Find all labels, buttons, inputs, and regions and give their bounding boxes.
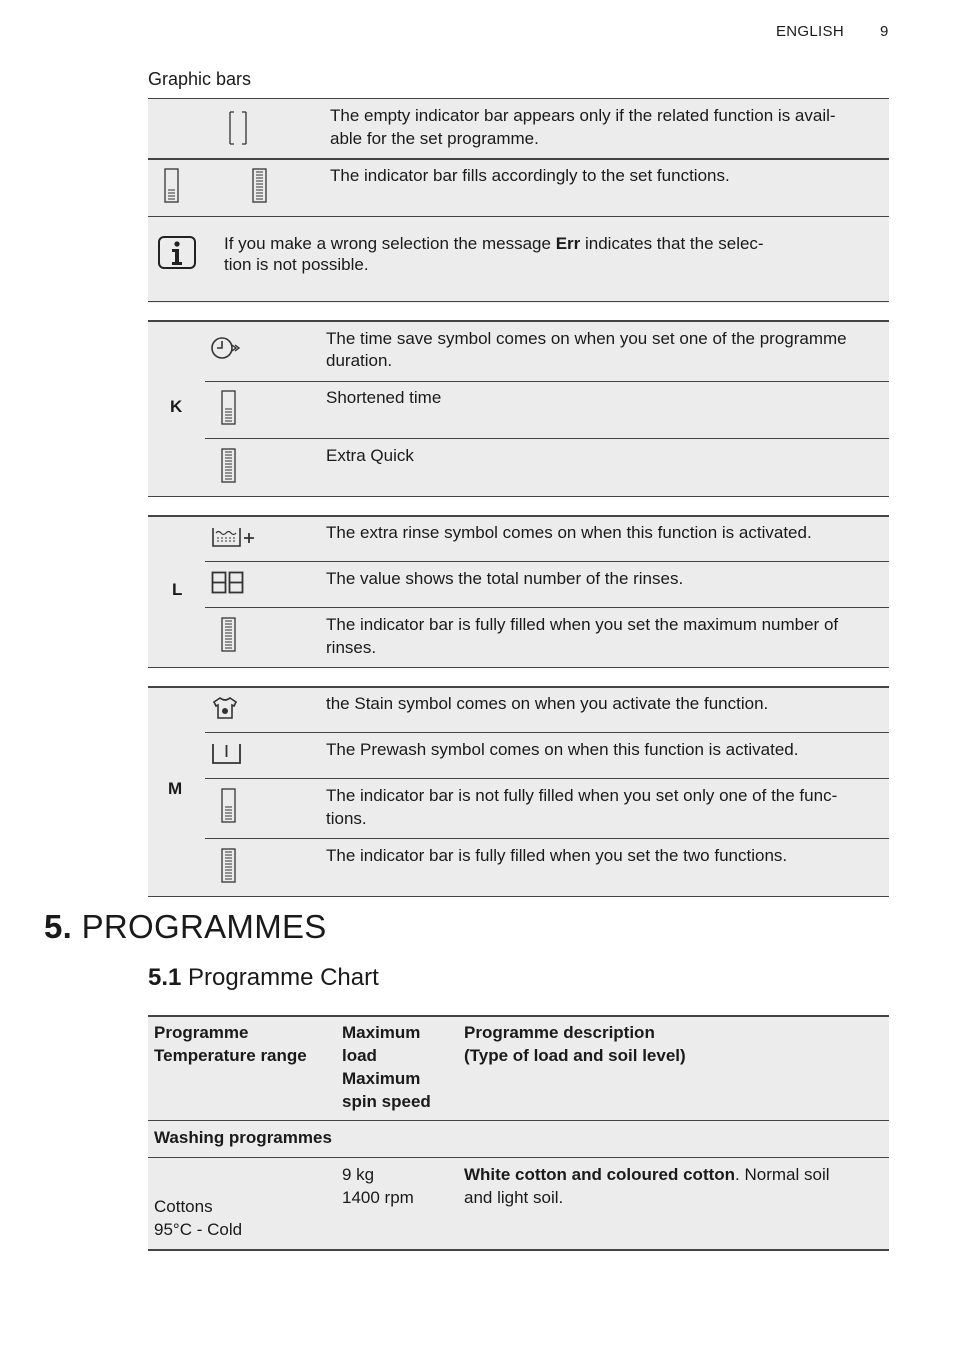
group-k-row1-text1: The time save symbol comes on when you set one of the programme bbox=[326, 329, 847, 348]
group-k-row1-text2: duration. bbox=[326, 351, 393, 370]
group-k-row3-text: Extra Quick bbox=[326, 446, 414, 465]
info-text-line2: tion is not possible. bbox=[224, 255, 369, 274]
programme-description-line2: and light soil. bbox=[464, 1188, 564, 1207]
graphic-bars-table bbox=[148, 98, 889, 303]
subsection-title: 5.1 Programme Chart bbox=[148, 964, 379, 991]
half-indicator-bar-icon bbox=[164, 168, 180, 204]
header-maximum-load-1: Maximum bbox=[342, 1023, 421, 1042]
group-k-table bbox=[148, 320, 889, 497]
header-temperature-range: Temperature range bbox=[154, 1046, 307, 1065]
chapter-title: 5. PROGRAMMES bbox=[44, 908, 327, 945]
page-number: 9 bbox=[880, 23, 889, 40]
prewash-icon bbox=[211, 742, 243, 766]
group-k-row2-text: Shortened time bbox=[326, 388, 442, 407]
info-icon bbox=[158, 236, 198, 270]
header-programme-description: Programme description bbox=[464, 1023, 655, 1042]
graphic-bars-row1-text2: able for the set programme. bbox=[330, 129, 539, 148]
group-l-row3-text2: rinses. bbox=[326, 638, 377, 657]
stain-icon bbox=[212, 696, 238, 720]
group-k-label: K bbox=[170, 397, 183, 416]
group-m-row1-text: the Stain symbol comes on when you activate the function. bbox=[326, 694, 769, 713]
half-indicator-bar-icon bbox=[221, 390, 237, 426]
full-indicator-bar-icon bbox=[221, 617, 237, 653]
graphic-bars-row2-text: The indicator bar fills accordingly to the set functions. bbox=[330, 166, 730, 185]
group-l-label: L bbox=[172, 580, 183, 599]
washing-programmes-heading: Washing programmes bbox=[154, 1128, 332, 1147]
programme-spin: 1400 rpm bbox=[342, 1188, 414, 1207]
programme-description-line1: White cotton and coloured cotton. Normal soil bbox=[464, 1165, 830, 1184]
filling-indicator-bar-icon bbox=[252, 168, 268, 204]
header-maximum-spin-1: Maximum bbox=[342, 1069, 421, 1088]
header-load-type: (Type of load and soil level) bbox=[464, 1046, 686, 1065]
programme-name: Cottons bbox=[154, 1197, 213, 1216]
empty-indicator-bar-icon bbox=[228, 110, 248, 146]
info-text-line1: If you make a wrong selection the message Err indicates that the selec- bbox=[224, 234, 764, 253]
extra-rinse-icon bbox=[211, 525, 257, 549]
full-indicator-bar-icon bbox=[221, 448, 237, 484]
programme-load: 9 kg bbox=[342, 1165, 375, 1184]
header-programme: Programme bbox=[154, 1023, 249, 1042]
group-m-row3-text1: The indicator bar is not fully filled when you set only one of the func- bbox=[326, 786, 838, 805]
group-m-label: M bbox=[168, 779, 183, 798]
full-indicator-bar-icon bbox=[221, 848, 237, 884]
header-language: ENGLISH bbox=[776, 23, 844, 40]
group-l-table bbox=[148, 515, 889, 668]
programme-chart-table bbox=[148, 1015, 889, 1251]
half-indicator-bar-icon bbox=[221, 788, 237, 824]
header-maximum-load-2: load bbox=[342, 1046, 377, 1065]
graphic-bars-row1-text1: The empty indicator bar appears only if the related function is avail- bbox=[330, 106, 836, 125]
group-m-row2-text: The Prewash symbol comes on when this function is activated. bbox=[326, 740, 799, 759]
time-save-icon bbox=[210, 336, 244, 362]
group-l-row2-text: The value shows the total number of the rinses. bbox=[326, 569, 684, 588]
header-maximum-spin-2: spin speed bbox=[342, 1092, 431, 1111]
programme-temperature: 95°C - Cold bbox=[154, 1220, 243, 1239]
graphic-bars-title: Graphic bars bbox=[148, 69, 252, 89]
group-m-row4-text: The indicator bar is fully filled when you set the two functions. bbox=[326, 846, 788, 865]
rinse-count-display-icon bbox=[211, 571, 245, 595]
group-m-table bbox=[148, 686, 889, 897]
group-m-row3-text2: tions. bbox=[326, 809, 367, 828]
group-l-row3-text1: The indicator bar is fully filled when you set the maximum number of bbox=[326, 615, 839, 634]
group-l-row1-text: The extra rinse symbol comes on when this function is activated. bbox=[326, 523, 812, 542]
